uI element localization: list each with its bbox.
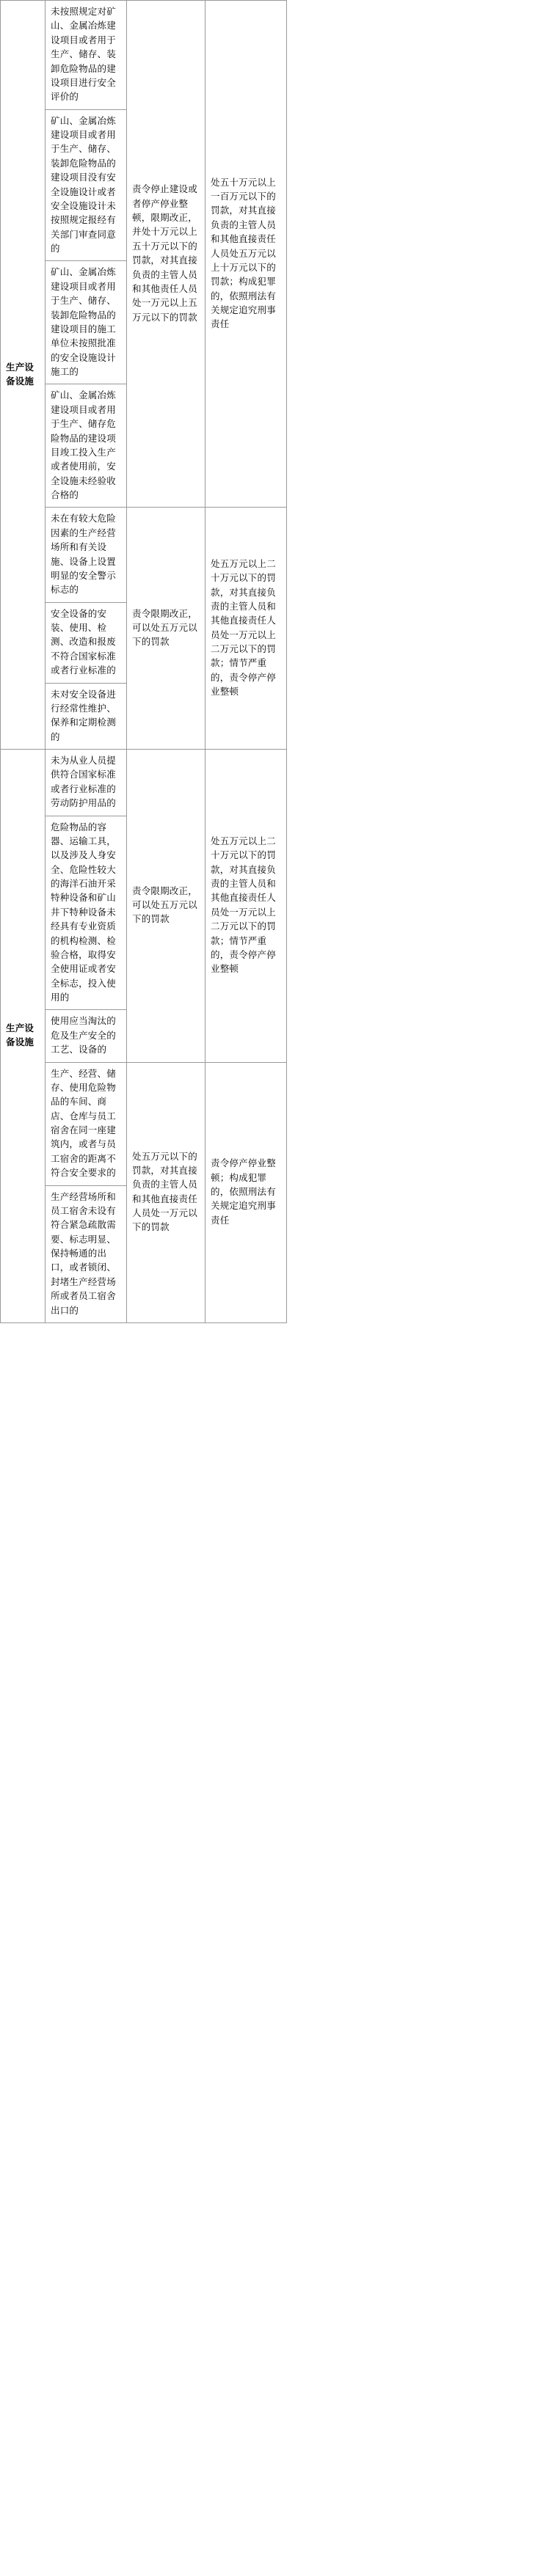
violation-item-cell: 未在有较大危险因素的生产经营场所和有关设施、设备上设置明显的安全警示标志的: [46, 508, 127, 602]
penalty-cell: 处五万元以上二十万元以下的罚款，对其直接负责的主管人员和其他直接责任人员处一万元以上二万元以下的罚款；情节严重的，责令停产停业整顿: [206, 508, 287, 750]
measure-cell: 责令停止建设或者停产停业整顿，限期改正，并处十万元以上五十万元以下的罚款，对其直接负责的主管人员和其他责任人员处一万元以上五万元以下的罚款: [127, 1, 206, 508]
violation-item-cell: 未对安全设备进行经常性维护、保养和定期检测的: [46, 683, 127, 750]
regulation-table: [0, 0, 287, 1323]
category-cell: [1, 1, 46, 750]
violation-item-cell: 生产、经营、储存、使用危险物品的车间、商店、仓库与员工宿舍在同一座建筑内，或者与员工宿舍的距离不符合安全要求的: [46, 1062, 127, 1185]
violation-item-cell: 矿山、金属冶炼建设项目或者用于生产、储存、装卸危险物品的建设项目没有安全设施设计或者安全设施设计未按照规定报经有关部门审查同意的: [46, 109, 127, 261]
table-row: [1, 750, 287, 816]
measure-cell: 责令限期改正，可以处五万元以下的罚款: [127, 750, 206, 1063]
category-label: 生产设备设施: [6, 1023, 34, 1048]
table-row: [1, 1, 287, 110]
violation-item-cell: 矿山、金属冶炼建设项目或者用于生产、储存危险物品的建设项目竣工投入生产或者使用前，安全设施未经验收合格的: [46, 384, 127, 508]
violation-item-cell: 未为从业人员提供符合国家标准或者行业标准的劳动防护用品的: [46, 750, 127, 816]
measure-cell: 责令限期改正，可以处五万元以下的罚款: [127, 508, 206, 750]
violation-item-cell: 危险物品的容器、运输工具，以及涉及人身安全、危险性较大的海洋石油开采特种设备和矿山井下特种设备未经具有专业资质的机构检测、检验合格，取得安全使用证或者安全标志，投入使用的: [46, 816, 127, 1010]
penalty-cell: 处五万元以上二十万元以下的罚款，对其直接负责的主管人员和其他直接责任人员处一万元以上二万元以下的罚款；情节严重的，责令停产停业整顿: [206, 750, 287, 1063]
table-body: [1, 1, 287, 1323]
measure-cell: 处五万元以下的罚款，对其直接负责的主管人员和其他直接责任人员处一万元以下的罚款: [127, 1062, 206, 1322]
violation-item-cell: 安全设备的安装、使用、检测、改造和报废不符合国家标准或者行业标准的: [46, 602, 127, 683]
category-cell: [1, 750, 46, 1323]
penalty-cell: 处五十万元以上一百万元以下的罚款，对其直接负责的主管人员和其他直接责任人员处五万元以上十万元以下的罚款；构成犯罪的，依照刑法有关规定追究刑事责任: [206, 1, 287, 508]
violation-item-cell: 矿山、金属冶炼建设项目或者用于生产、储存、装卸危险物品的建设项目的施工单位未按照批准的安全设施设计施工的: [46, 261, 127, 384]
violation-item-cell: 生产经营场所和员工宿舍未设有符合紧急疏散需要、标志明显、保持畅通的出口，或者锁闭、封堵生产经营场所或者员工宿舍出口的: [46, 1185, 127, 1322]
category-label: 生产设备设施: [6, 362, 34, 387]
violation-item-cell: 未按照规定对矿山、金属冶炼建设项目或者用于生产、储存、装卸危险物品的建设项目进行安全评价的: [46, 1, 127, 110]
violation-item-cell: 使用应当淘汰的危及生产安全的工艺、设备的: [46, 1010, 127, 1062]
penalty-cell: 责令停产停业整顿；构成犯罪的，依照刑法有关规定追究刑事责任: [206, 1062, 287, 1322]
